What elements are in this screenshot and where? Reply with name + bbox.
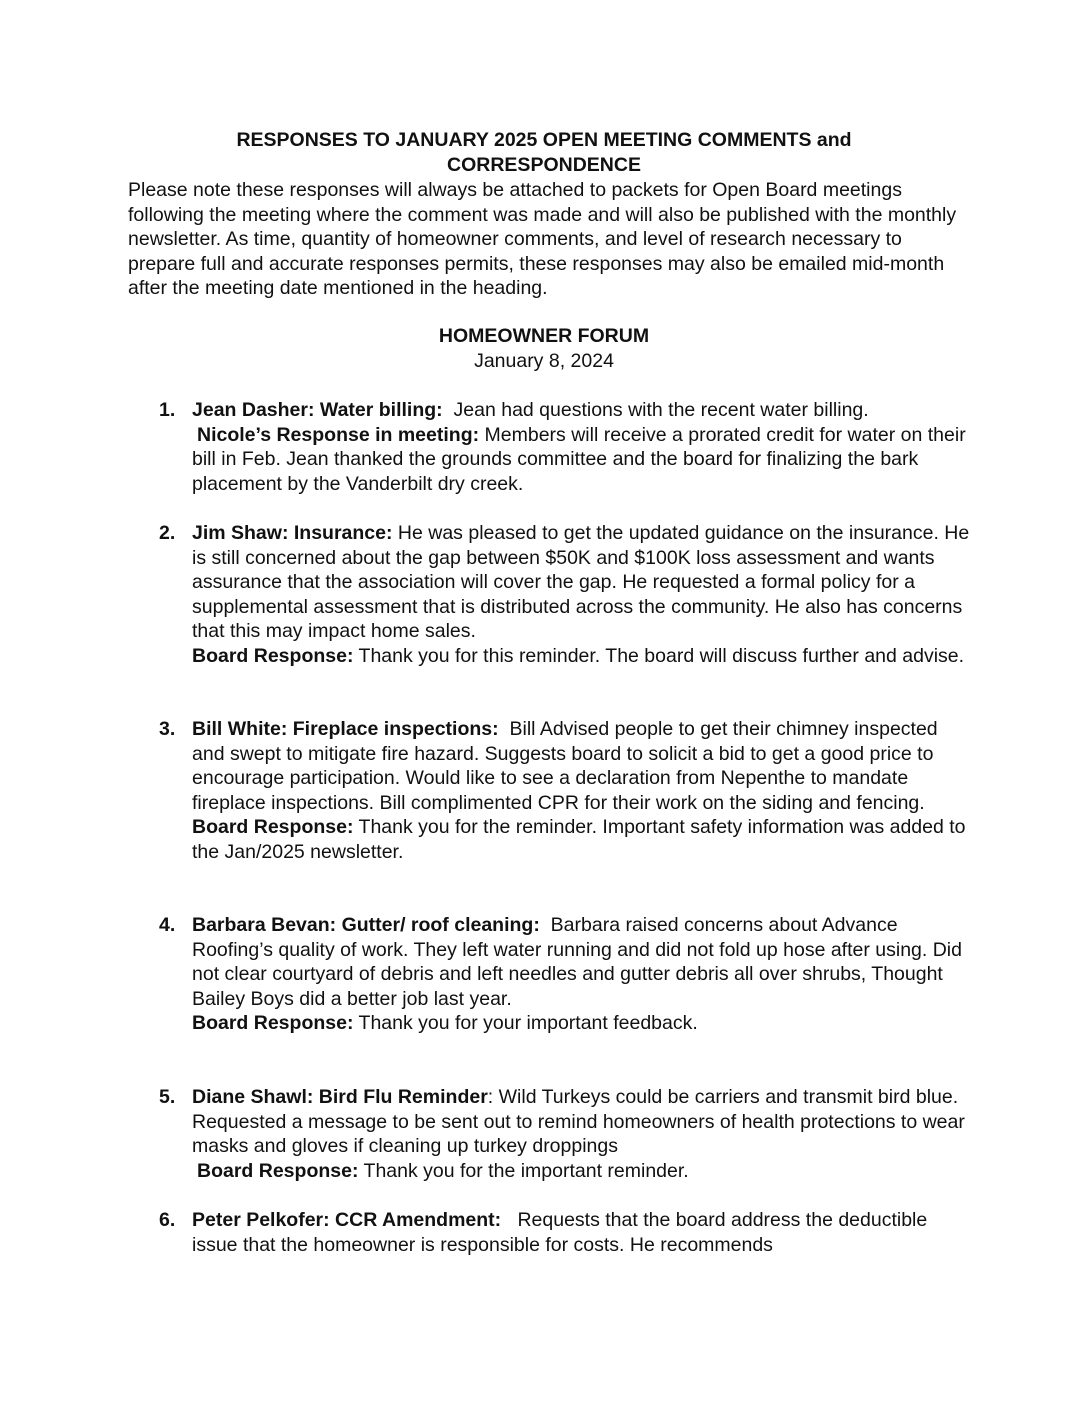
response-label: Nicole’s Response in meeting: (197, 423, 480, 446)
item-number: 6. (159, 1209, 176, 1231)
item-heading: Diane Shawl: Bird Flu Reminder (192, 1086, 488, 1108)
item-heading: Barbara Bevan: Gutter/ roof cleaning: (192, 914, 540, 936)
section-heading: HOMEOWNER FORUM (438, 325, 650, 347)
item-heading: Jim Shaw: Insurance: (192, 522, 393, 544)
response-text: Thank you for your important feedback. (358, 1012, 698, 1035)
item-number: 3. (159, 718, 176, 740)
item-number: 5. (159, 1086, 176, 1108)
document-title (128, 128, 960, 178)
item-number: 4. (159, 914, 176, 936)
response-text: Members will receive a prorated credit for water on their bill in Feb. Jean thanked the grounds committee and the board for finalizing the bark placement by the Vanderbilt dry creek. (192, 423, 966, 495)
item-comment: Requests that the board address the deductible issue that the homeowner is responsible for costs. He recommends (192, 1209, 928, 1256)
title-line-2: CORRESPONDENCE (447, 154, 641, 176)
item-number: 2. (159, 522, 176, 544)
list-item (159, 521, 972, 669)
item-heading: Peter Pelkofer: CCR Amendment: (192, 1209, 502, 1231)
item-number: 1. (159, 399, 176, 421)
section-date: January 8, 2024 (474, 350, 614, 372)
list-item (159, 913, 972, 1036)
item-comment: : Wild Turkeys could be carriers and transmit bird blue. Requested a message to be sent out to remind homeowners of health protections to wear masks and gloves if cleaning up turkey droppings (192, 1086, 965, 1158)
response-label: Board Response: (192, 644, 354, 667)
response-text: Thank you for the important reminder. (363, 1159, 689, 1182)
list-item (159, 717, 972, 865)
item-heading: Bill White: Fireplace inspections: (192, 718, 499, 740)
list-item (159, 398, 972, 496)
item-comment: Bill Advised people to get their chimney inspected and swept to mitigate fire hazard. Suggests board to solicit a bid to get a good price to encourage participation. Would like to see a declaration from Nepenthe to mandate fireplace inspections. Bill complimented CPR for their work on the siding and fencing. (192, 718, 938, 814)
list-item (159, 1208, 972, 1257)
response-label: Board Response: (192, 1012, 354, 1035)
item-comment: He was pleased to get the updated guidance on the insurance. He is still concerned about the gap between $50K and $100K loss assessment and wants assurance that the association will cover the gap. He requested a formal policy for a supplemental assessment that is distributed across the community. He also has concerns that this may impact home sales. (192, 522, 970, 643)
response-label: Board Response: (197, 1159, 359, 1182)
intro-paragraph: Please note these responses will always be attached to packets for Open Board meetings following the meeting where the comment was made and will also be published with the monthly newsletter. As time, quantity of homeowner comments, and level of research necessary to prepare full and accurate responses permits, these responses may also be emailed mid-month after the meeting date mentioned in the heading. (128, 179, 957, 300)
list-item (159, 1085, 972, 1183)
item-comment: Barbara raised concerns about Advance Roofing’s quality of work. They left water running and did not fold up hose after using. Did not clear courtyard of debris and left needles and gutter debris all over shrubs, Thought Bailey Boys did a better job last year. (192, 914, 962, 1010)
response-text: Thank you for the reminder. Important safety information was added to the Jan/2025 newsletter. (192, 816, 966, 863)
response-label: Board Response: (192, 816, 354, 839)
item-heading: Jean Dasher: Water billing: (192, 399, 443, 421)
item-comment: Jean had questions with the recent water billing. (453, 399, 869, 421)
response-text: Thank you for this reminder. The board will discuss further and advise. (358, 644, 965, 667)
title-line-1: RESPONSES TO JANUARY 2025 OPEN MEETING COMMENTS and (236, 129, 852, 151)
